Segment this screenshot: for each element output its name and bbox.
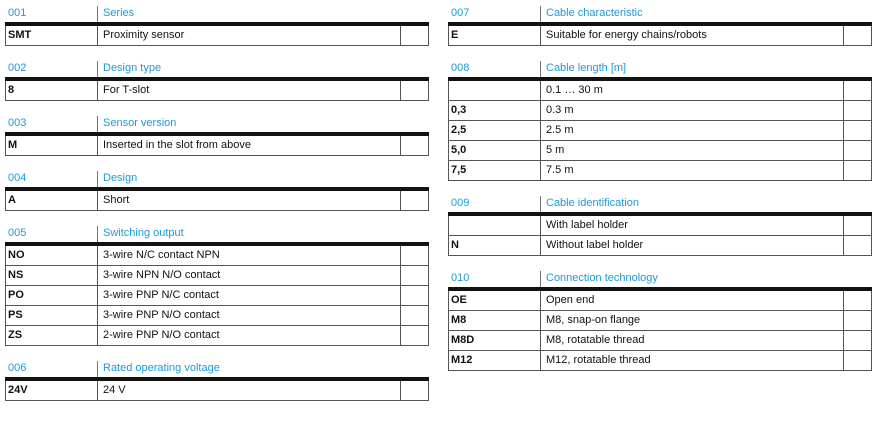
- option-block-008: [448, 61, 872, 181]
- cell-border: [843, 141, 844, 160]
- row-value: Short: [103, 194, 130, 206]
- table-row: [5, 81, 429, 101]
- table-row: [448, 216, 872, 236]
- row-value: Inserted in the slot from above: [103, 139, 251, 151]
- cell-border: [448, 81, 449, 100]
- cell-border: [448, 141, 449, 160]
- cell-border: [540, 311, 541, 330]
- option-header: [5, 116, 429, 136]
- cell-border: [871, 331, 872, 350]
- option-header: [448, 6, 872, 26]
- row-key: E: [451, 29, 459, 41]
- cell-border: [5, 381, 6, 400]
- cell-border: [843, 81, 844, 100]
- cell-border: [5, 266, 6, 285]
- row-key: 0,3: [451, 104, 467, 116]
- option-header: [5, 6, 429, 26]
- row-value: M12, rotatable thread: [546, 354, 651, 366]
- row-key: ZS: [8, 329, 23, 341]
- cell-border: [540, 291, 541, 310]
- row-value: 24 V: [103, 384, 126, 396]
- column-divider: [97, 361, 98, 377]
- row-value: 0.3 m: [546, 104, 574, 116]
- column-divider: [540, 6, 541, 22]
- option-header: [5, 361, 429, 381]
- row-key: 7,5: [451, 164, 467, 176]
- cell-border: [843, 311, 844, 330]
- option-block-003: [5, 116, 429, 156]
- option-title: Rated operating voltage: [103, 362, 220, 374]
- cell-border: [5, 246, 6, 265]
- table-row: [448, 351, 872, 371]
- cell-border: [871, 351, 872, 370]
- row-value: 2.5 m: [546, 124, 574, 136]
- option-title: Series: [103, 7, 135, 19]
- cell-border: [871, 141, 872, 160]
- cell-border: [871, 291, 872, 310]
- cell-border: [843, 121, 844, 140]
- column-divider: [97, 171, 98, 187]
- cell-border: [400, 286, 401, 305]
- row-value: For T-slot: [103, 84, 150, 96]
- option-header: [5, 171, 429, 191]
- cell-border: [871, 161, 872, 180]
- option-block-005: [5, 226, 429, 346]
- option-header: [5, 226, 429, 246]
- table-row: [5, 136, 429, 156]
- row-key: M: [8, 139, 18, 151]
- option-code: 001: [8, 7, 27, 19]
- option-block-001: [5, 6, 429, 46]
- cell-border: [97, 266, 98, 285]
- row-value: Proximity sensor: [103, 29, 185, 41]
- row-value: With label holder: [546, 219, 628, 231]
- cell-border: [97, 81, 98, 100]
- table-row: [448, 141, 872, 161]
- cell-border: [400, 81, 401, 100]
- row-key: M8: [451, 314, 467, 326]
- cell-border: [428, 381, 429, 400]
- row-value: 2-wire PNP N/O contact: [103, 329, 220, 341]
- table-row: [5, 381, 429, 401]
- cell-border: [540, 141, 541, 160]
- cell-border: [540, 331, 541, 350]
- cell-border: [843, 351, 844, 370]
- row-value: 3-wire N/C contact NPN: [103, 249, 220, 261]
- row-value: 0.1 … 30 m: [546, 84, 603, 96]
- cell-border: [400, 266, 401, 285]
- option-code: 009: [451, 197, 470, 209]
- row-value: Without label holder: [546, 239, 644, 251]
- cell-border: [540, 351, 541, 370]
- cell-border: [843, 26, 844, 45]
- cell-border: [400, 26, 401, 45]
- cell-border: [448, 101, 449, 120]
- cell-border: [97, 286, 98, 305]
- option-code: 006: [8, 362, 27, 374]
- table-row: [5, 266, 429, 286]
- row-value: 3-wire NPN N/O contact: [103, 269, 221, 281]
- cell-border: [843, 216, 844, 235]
- cell-border: [97, 136, 98, 155]
- row-key: 8: [8, 84, 15, 96]
- cell-border: [428, 306, 429, 325]
- cell-border: [97, 26, 98, 45]
- cell-border: [448, 121, 449, 140]
- table-row: [448, 101, 872, 121]
- cell-border: [428, 286, 429, 305]
- cell-border: [448, 351, 449, 370]
- table-row: [5, 191, 429, 211]
- cell-border: [843, 161, 844, 180]
- cell-border: [540, 161, 541, 180]
- row-key: PS: [8, 309, 23, 321]
- table-row: [448, 236, 872, 256]
- table-row: [448, 311, 872, 331]
- row-key: 5,0: [451, 144, 467, 156]
- column-divider: [540, 271, 541, 287]
- row-key: NO: [8, 249, 25, 261]
- option-header: [448, 271, 872, 291]
- row-value: 5 m: [546, 144, 565, 156]
- row-key: NS: [8, 269, 24, 281]
- table-row: [448, 161, 872, 181]
- cell-border: [540, 26, 541, 45]
- cell-border: [448, 26, 449, 45]
- cell-border: [540, 121, 541, 140]
- column-divider: [540, 61, 541, 77]
- row-key: M8D: [451, 334, 475, 346]
- option-block-010: [448, 271, 872, 371]
- cell-border: [97, 306, 98, 325]
- row-value: M8, snap-on flange: [546, 314, 641, 326]
- option-header: [5, 61, 429, 81]
- table-row: [448, 331, 872, 351]
- cell-border: [5, 191, 6, 210]
- cell-border: [400, 381, 401, 400]
- cell-border: [428, 136, 429, 155]
- table-row: [448, 26, 872, 46]
- cell-border: [428, 326, 429, 345]
- cell-border: [871, 311, 872, 330]
- row-key: N: [451, 239, 459, 251]
- cell-border: [5, 136, 6, 155]
- option-block-006: [5, 361, 429, 401]
- cell-border: [428, 266, 429, 285]
- table-row: [448, 121, 872, 141]
- cell-border: [448, 331, 449, 350]
- table-row: [5, 286, 429, 306]
- cell-border: [428, 81, 429, 100]
- column-divider: [97, 116, 98, 132]
- cell-border: [871, 81, 872, 100]
- option-title: Design type: [103, 62, 162, 74]
- cell-border: [540, 236, 541, 255]
- cell-border: [400, 191, 401, 210]
- row-value: Suitable for energy chains/robots: [546, 29, 707, 41]
- option-title: Design: [103, 172, 138, 184]
- option-title: Cable length [m]: [546, 62, 627, 74]
- cell-border: [871, 216, 872, 235]
- cell-border: [448, 291, 449, 310]
- option-block-004: [5, 171, 429, 211]
- row-value: 3-wire PNP N/O contact: [103, 309, 220, 321]
- cell-border: [871, 236, 872, 255]
- cell-border: [5, 81, 6, 100]
- column-divider: [540, 196, 541, 212]
- row-value: 3-wire PNP N/C contact: [103, 289, 219, 301]
- cell-border: [97, 246, 98, 265]
- cell-border: [5, 286, 6, 305]
- table-row: [5, 306, 429, 326]
- column-divider: [97, 226, 98, 242]
- cell-border: [540, 81, 541, 100]
- option-code: 010: [451, 272, 470, 284]
- option-code: 007: [451, 7, 470, 19]
- table-row: [5, 246, 429, 266]
- row-key: A: [8, 194, 16, 206]
- column-divider: [97, 6, 98, 22]
- right-column: [448, 6, 872, 386]
- column-divider: [97, 61, 98, 77]
- row-value: 7.5 m: [546, 164, 574, 176]
- option-block-007: [448, 6, 872, 46]
- option-block-002: [5, 61, 429, 101]
- cell-border: [448, 161, 449, 180]
- row-key: 24V: [8, 384, 28, 396]
- row-key: PO: [8, 289, 24, 301]
- option-title: Sensor version: [103, 117, 177, 129]
- cell-border: [5, 306, 6, 325]
- cell-border: [400, 136, 401, 155]
- table-row: [448, 291, 872, 311]
- option-title: Cable identification: [546, 197, 639, 209]
- cell-border: [428, 191, 429, 210]
- cell-border: [428, 246, 429, 265]
- option-code: 005: [8, 227, 27, 239]
- option-title: Switching output: [103, 227, 184, 239]
- row-key: M12: [451, 354, 473, 366]
- cell-border: [448, 236, 449, 255]
- table-row: [5, 26, 429, 46]
- cell-border: [5, 326, 6, 345]
- option-code: 003: [8, 117, 27, 129]
- cell-border: [428, 26, 429, 45]
- cell-border: [871, 26, 872, 45]
- cell-border: [540, 216, 541, 235]
- option-header: [448, 196, 872, 216]
- option-title: Cable characteristic: [546, 7, 643, 19]
- cell-border: [400, 326, 401, 345]
- option-code: 008: [451, 62, 470, 74]
- cell-border: [843, 236, 844, 255]
- cell-border: [871, 121, 872, 140]
- table-row: [448, 81, 872, 101]
- left-column: [5, 6, 429, 416]
- cell-border: [871, 101, 872, 120]
- option-code: 002: [8, 62, 27, 74]
- cell-border: [448, 216, 449, 235]
- cell-border: [843, 331, 844, 350]
- cell-border: [97, 191, 98, 210]
- table-row: [5, 326, 429, 346]
- cell-border: [843, 291, 844, 310]
- row-key: 2,5: [451, 124, 467, 136]
- option-block-009: [448, 196, 872, 256]
- row-value: M8, rotatable thread: [546, 334, 645, 346]
- cell-border: [400, 246, 401, 265]
- row-key: SMT: [8, 29, 32, 41]
- option-header: [448, 61, 872, 81]
- option-code: 004: [8, 172, 27, 184]
- row-value: Open end: [546, 294, 595, 306]
- cell-border: [843, 101, 844, 120]
- cell-border: [97, 326, 98, 345]
- cell-border: [5, 26, 6, 45]
- cell-border: [448, 311, 449, 330]
- cell-border: [540, 101, 541, 120]
- cell-border: [400, 306, 401, 325]
- cell-border: [97, 381, 98, 400]
- option-title: Connection technology: [546, 272, 658, 284]
- row-key: OE: [451, 294, 467, 306]
